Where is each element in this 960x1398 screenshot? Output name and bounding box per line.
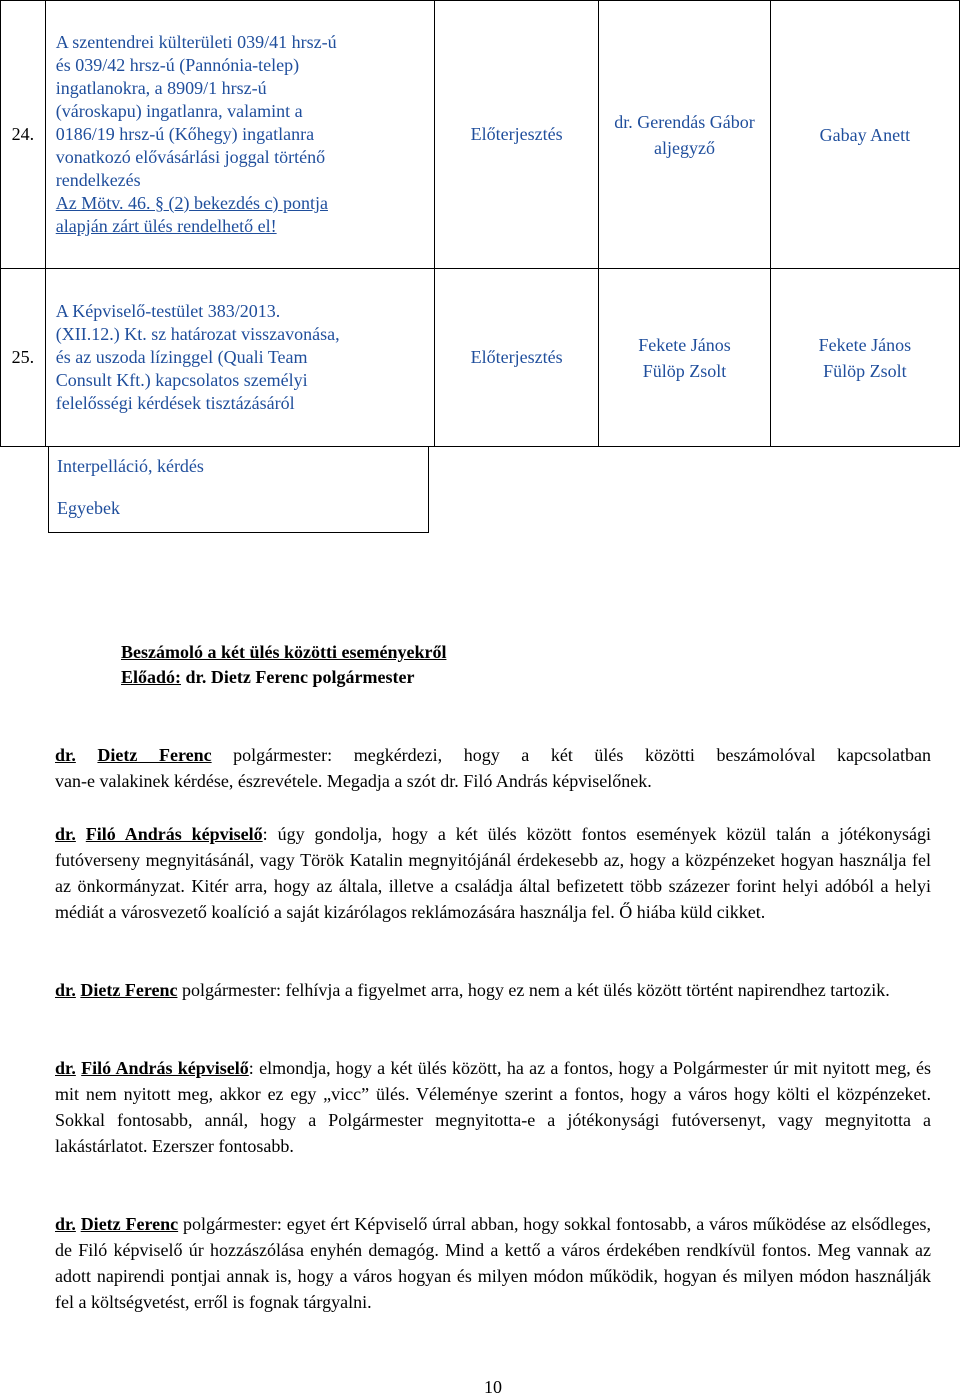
speaker-name: Dietz Ferenc [97, 745, 212, 765]
item-title [45, 269, 434, 447]
other-label: Egyebek [57, 498, 120, 518]
paragraph-text: : elmondja, hogy a két ülés között, ha az a fontos, hogy a Polgármester úr mit nyitott meg, és mit nem nyitott meg, akkor ez egy „vicc” ülés. Véleménye szerint a fontos, hogy a város hogy költi el közpénzeket. Sokkal fontosabb, annál, hogy a Polgármester megnyitotta-e a jótékonysági futóversenyt, vagy megnyitotta a lakástárlatot. Ezerszer fontosabb. [55, 1058, 932, 1156]
item-presenter [599, 1, 771, 269]
paragraph [55, 821, 931, 925]
title-line: (XII.12.) Kt. sz határozat visszavonása, [55, 324, 340, 344]
speaker-name: Dietz Ferenc [80, 980, 178, 1000]
title-line: rendelkezés [55, 170, 141, 190]
agenda-table [0, 0, 960, 447]
item-type: Előterjesztés [435, 1, 599, 269]
presenter-name: dr. Gerendás Gábor [614, 111, 755, 132]
item-title [45, 1, 434, 269]
notice-line: alapján zárt ülés rendelhető el! [55, 216, 277, 236]
paragraph-line [55, 742, 931, 768]
responsible-name: Fülöp Zsolt [823, 360, 907, 381]
misc-box [48, 446, 429, 533]
title-line: (városkapu) ingatlanra, valamint a [55, 101, 303, 121]
title-line: és 039/42 hrsz-ú (Pannónia-telep) [55, 55, 300, 75]
title-line: ingatlanokra, a 8909/1 hrsz-ú [55, 78, 267, 98]
presenter-role: aljegyző [654, 137, 715, 158]
title-line: vonatkozó elővásárlási joggal történő [55, 147, 326, 167]
title-line: 0186/19 hrsz-ú (Kőhegy) ingatlanra [55, 124, 315, 144]
paragraph-text: : úgy gondolja, hogy a két ülés között fontos események közül talán a jótékonysági futóverseny megnyitásánál, vagy Török Katalin megnyitójánál érdekesebb az, hogy a közpénzeket hogyan használja fel az önkormányzat. Kitér arra, hogy az általa, illetve a családja által befizetett több százezer forint helyi adóból a helyi médiát a városvezető koalíció a saját kizárólagos reklámozására használja fel. Ő hiába küld cikket. [55, 824, 931, 922]
item-number: 24. [1, 1, 46, 269]
speaker-name: Filó András képviselő [81, 1058, 249, 1078]
presenter-name: Fekete János [638, 334, 731, 355]
presenter-name: dr. Dietz Ferenc polgármester [181, 667, 415, 687]
item-responsible [770, 269, 959, 447]
speaker-name: Dietz Ferenc [80, 1214, 179, 1234]
section-presenter [121, 665, 446, 690]
title-line: A szentendrei külterületi 039/41 hrsz-ú [55, 32, 337, 52]
paragraph [55, 1211, 931, 1315]
paragraph-text: polgármester: megkérdezi, hogy a két ülés közötti beszámolóval kapcsolatban [211, 745, 931, 765]
item-type: Előterjesztés [435, 269, 599, 447]
speaker-prefix: dr. [55, 1058, 76, 1078]
closed-session-notice [56, 192, 428, 238]
speaker-prefix: dr. [55, 1214, 76, 1234]
paragraph-line: van-e valakinek kérdése, észrevétele. Megadja a szót dr. Filó András képviselőnek. [55, 771, 652, 791]
paragraph [55, 742, 931, 794]
page-number: 10 [484, 1377, 502, 1397]
item-responsible: Gabay Anett [770, 1, 959, 269]
section-heading [121, 640, 446, 690]
paragraph [55, 977, 931, 1003]
item-number: 25. [1, 269, 46, 447]
paragraph [55, 1055, 931, 1159]
title-line: felelősségi kérdések tisztázásáról [55, 393, 295, 413]
agenda-row-24 [1, 1, 960, 269]
agenda-row-25 [1, 269, 960, 447]
speaker-prefix: dr. [55, 745, 76, 765]
paragraph-text: polgármester: egyet ért Képviselő úrral abban, hogy sokkal fontosabb, a város működése az elsődleges, de Filó képviselő úr hozzászólása enyhén demagóg. Mind a kettő a város érdekében rendkívül fontos. Meg vannak az adott napirendi pontjai annak is, hogy a város hogyan és milyen módon működik, hogyan és milyen módon használják fel a költségvetést, erről is fognak tárgyalni. [55, 1214, 931, 1312]
notice-line: Az Mötv. 46. § (2) bekezdés c) pontja [55, 193, 328, 213]
presenter-name: Fülöp Zsolt [642, 360, 727, 381]
paragraph-text: polgármester: felhívja a figyelmet arra, hogy ez nem a két ülés között történt napirendhez tartozik. [177, 980, 890, 1000]
title-line: Consult Kft.) kapcsolatos személyi [55, 370, 308, 390]
title-line: és az uszoda lízinggel (Quali Team [55, 347, 308, 367]
responsible-name: Fekete János [818, 334, 912, 355]
speaker-prefix: dr. [55, 980, 76, 1000]
item-presenter [599, 269, 771, 447]
presenter-label: Előadó: [121, 667, 182, 687]
item-title-text [56, 31, 428, 192]
title-line: A Képviselő-testület 383/2013. [55, 301, 281, 321]
interpellation-label: Interpelláció, kérdés [57, 456, 204, 476]
speaker-prefix: dr. [55, 824, 76, 844]
speaker-name: Filó András képviselő [85, 824, 263, 844]
section-title: Beszámoló a két ülés közötti eseményekről [121, 642, 447, 662]
